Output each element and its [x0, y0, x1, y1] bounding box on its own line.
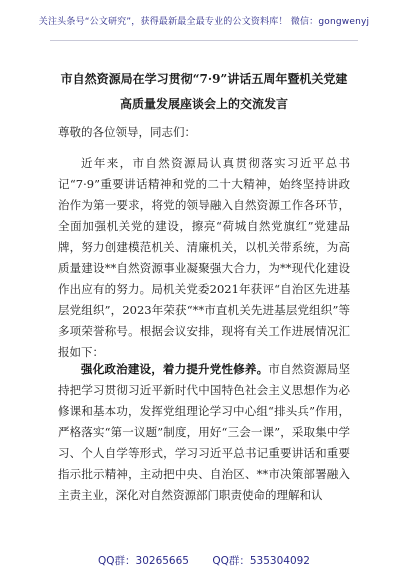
paragraph-political-building [58, 359, 350, 506]
paragraph-body: 市自然资源局坚持把学习贯彻习近平新时代中国特色社会主义思想作为必修课和基本功，发挥党组理论学习中心组“排头兵”作用，严格落实“第一议题”制度，用好“三会一课”，采取集中学习、个人自学等形式，学习习近平总书记重要讲话和重要指示批示精神，主动把中央、自治区、**市决策部署融入主责主业，深化对自然资源部门职责使命的理解和认 [58, 362, 351, 502]
document-title-line2: 高质量发展座谈会上的交流发言 [119, 97, 288, 111]
header-banner: 关注头条号“公文研究”，获得最新最全最专业的公文资料库！ 微信：gongwenyj [38, 17, 370, 27]
document-title-line1: 市自然资源局在学习贯彻“7·9”讲话五周年暨机关党建 [60, 72, 348, 86]
footer-contacts [0, 553, 408, 568]
salutation: 尊敬的各位领导，同志们： [58, 125, 196, 139]
footer-qq-group-2: QQ群：535304092 [212, 555, 310, 567]
header-divider [50, 40, 358, 41]
footer-qq-group-1: QQ群：30265665 [98, 555, 189, 567]
paragraph-intro: 近年来，市自然资源局认真贯彻落实习近平总书记“7·9”重要讲话精神和党的二十大精神，始终坚持讲政治作为第一要求，将党的领导融入自然资源工作各环节，全面加强机关党的建设，擦亮“荷城自然党旗红”党建品牌，努力创建模范机关、清廉机关，以机关带系统，为高质量建设**自然资源事业凝聚强大合力，为**现代化建设作出应有的努力。局机关党委2021年获评“自治区先进基层党组织”，2023年荣获“**市直机关先进基层党组织”等多项荣誉称号。根据会议安排，现将有关工作进展情况汇报如下： [58, 156, 350, 359]
paragraph-heading: 强化政治建设，着力提升党性修养。 [81, 362, 269, 376]
